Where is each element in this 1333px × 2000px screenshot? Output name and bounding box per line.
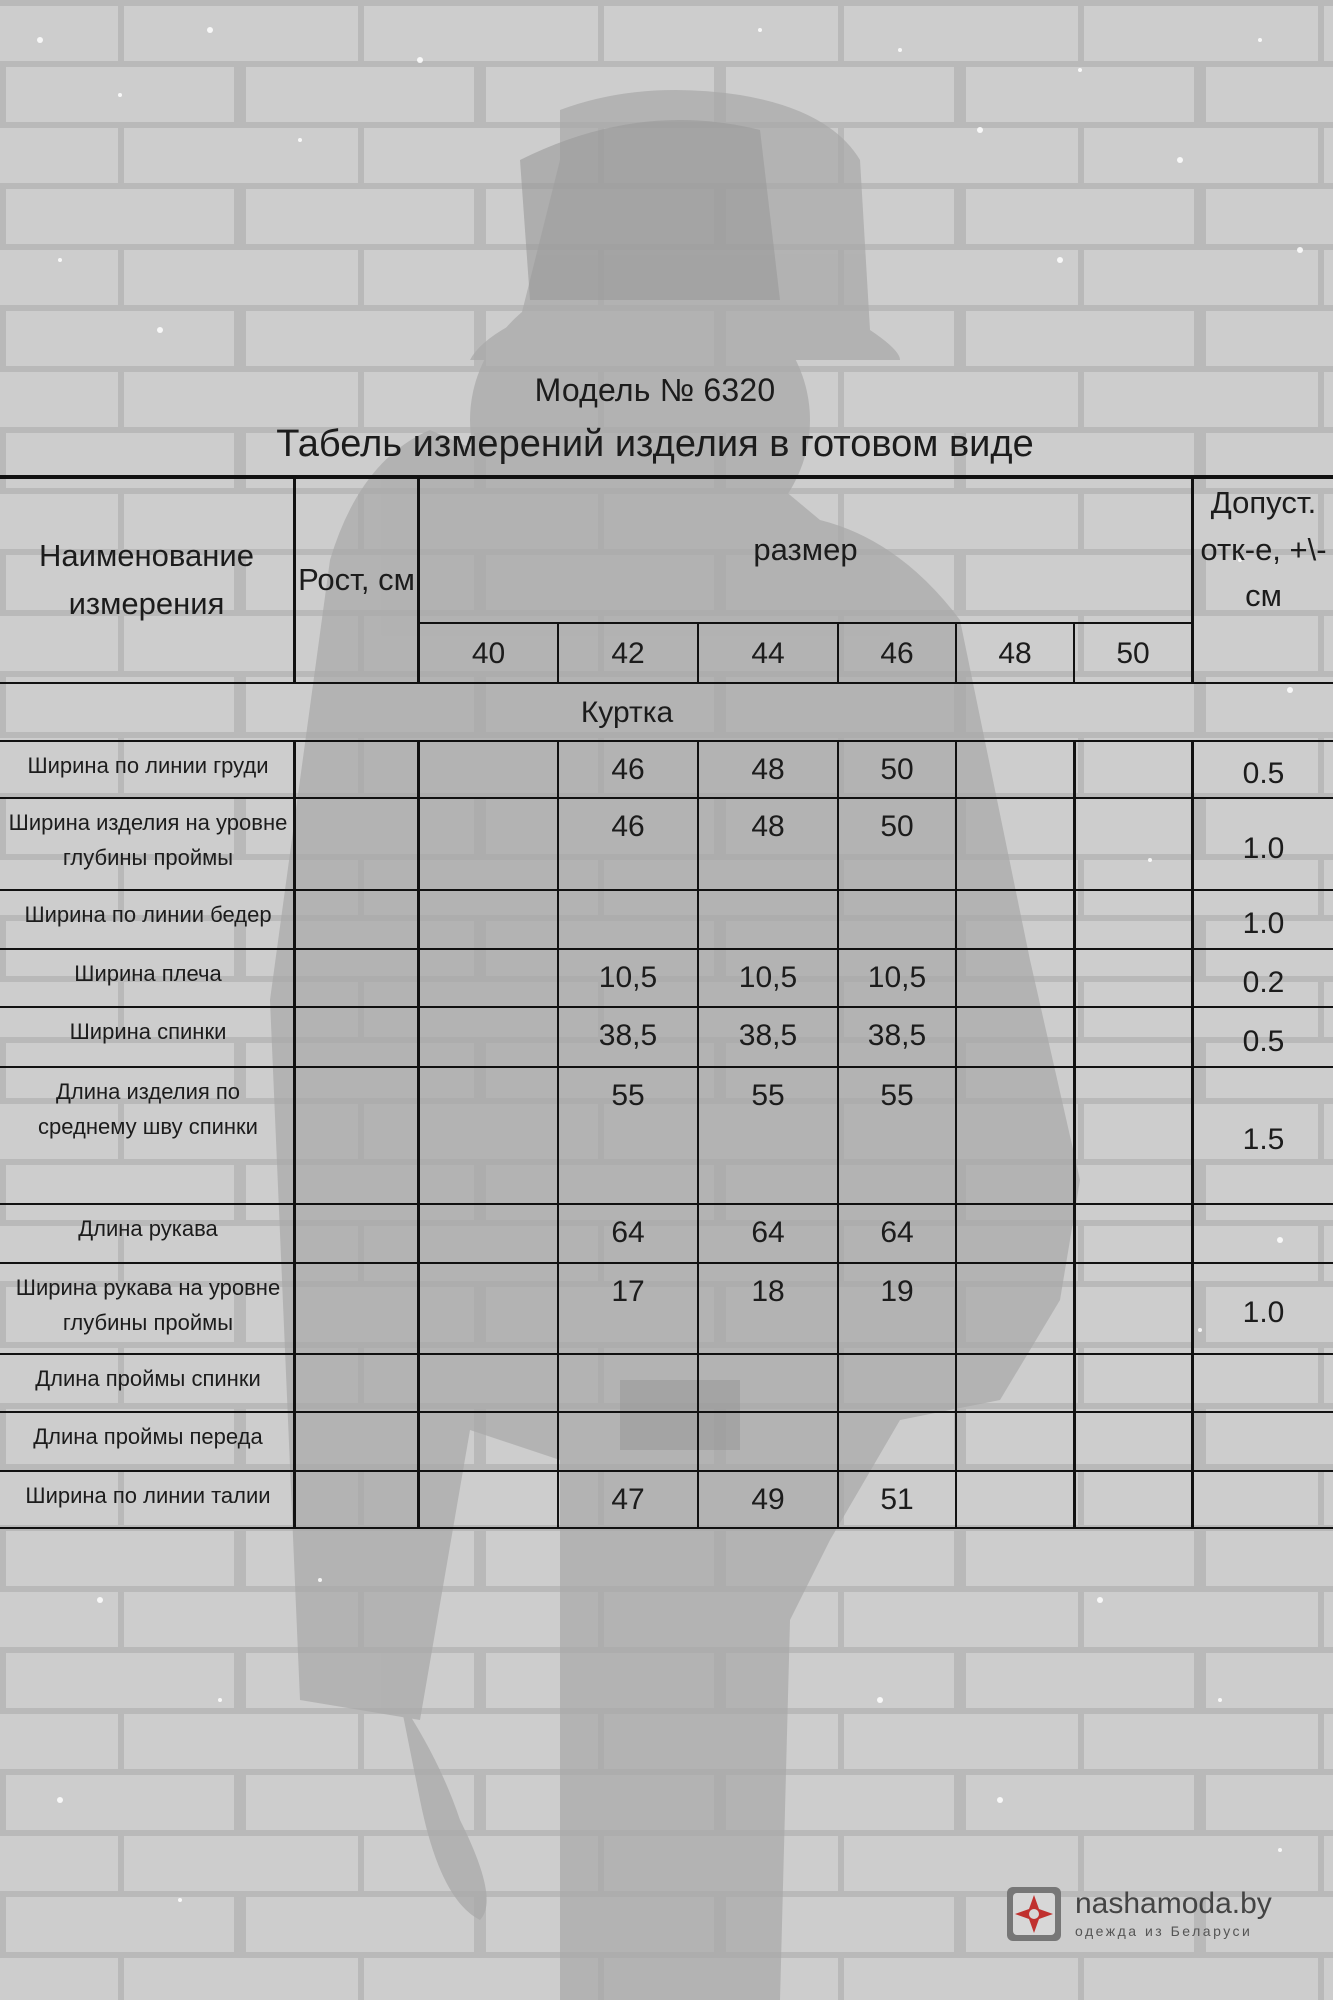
value-cell bbox=[957, 950, 1073, 1006]
row-label: Ширина по линии груди bbox=[27, 753, 269, 778]
tolerance-cell: 1.0 bbox=[1242, 831, 1285, 865]
value-cell bbox=[559, 891, 697, 948]
value-cell bbox=[699, 1355, 837, 1411]
model-number: Модель № 6320 bbox=[534, 372, 776, 408]
value-cell bbox=[559, 1413, 697, 1470]
value-cell: 18 bbox=[751, 1275, 785, 1308]
ornament-logo-icon bbox=[1005, 1885, 1063, 1943]
value-cell bbox=[420, 1413, 557, 1470]
row-label: Длина проймы спинки bbox=[35, 1366, 261, 1391]
value-cell bbox=[420, 1008, 557, 1066]
value-cell: 51 bbox=[880, 1483, 914, 1516]
value-cell bbox=[699, 1413, 837, 1470]
value-cell bbox=[957, 742, 1073, 797]
header-measurement: Наименование измерения bbox=[39, 537, 254, 621]
value-cell bbox=[1075, 742, 1191, 797]
size-48: 48 bbox=[998, 636, 1032, 670]
tolerance-cell bbox=[1194, 1472, 1333, 1527]
value-cell bbox=[420, 1264, 557, 1353]
value-cell: 46 bbox=[611, 810, 645, 843]
value-cell: 55 bbox=[751, 1079, 785, 1112]
value-cell: 55 bbox=[880, 1079, 914, 1112]
value-cell: 55 bbox=[611, 1079, 645, 1112]
value-cell bbox=[420, 1068, 557, 1203]
tolerance-cell: 0.5 bbox=[1242, 1024, 1285, 1058]
tolerance-cell: 1.0 bbox=[1242, 907, 1285, 940]
value-cell bbox=[957, 1413, 1073, 1470]
value-cell bbox=[420, 950, 557, 1006]
logo-name: nashamoda.by bbox=[1075, 1887, 1272, 1920]
value-cell bbox=[1075, 1413, 1191, 1470]
value-cell: 49 bbox=[751, 1483, 785, 1516]
value-cell bbox=[1075, 1205, 1191, 1262]
value-cell bbox=[420, 1205, 557, 1262]
value-cell bbox=[1075, 799, 1191, 889]
logo-tagline: одежда из Беларуси bbox=[1075, 1923, 1253, 1939]
value-cell bbox=[839, 1355, 955, 1411]
tolerance-cell bbox=[1194, 1355, 1333, 1411]
value-cell bbox=[957, 1264, 1073, 1353]
row-label: Длина проймы переда bbox=[33, 1424, 263, 1449]
value-cell bbox=[420, 891, 557, 948]
value-cell bbox=[420, 799, 557, 889]
tolerance-cell: 1.5 bbox=[1242, 1123, 1285, 1156]
value-cell bbox=[1075, 1355, 1191, 1411]
size-50: 50 bbox=[1116, 636, 1150, 670]
value-cell bbox=[957, 1008, 1073, 1066]
value-cell bbox=[839, 1413, 955, 1470]
value-cell bbox=[420, 742, 557, 797]
size-42: 42 bbox=[611, 636, 645, 670]
value-cell: 10,5 bbox=[598, 961, 658, 994]
value-cell bbox=[957, 1355, 1073, 1411]
size-46: 46 bbox=[880, 636, 914, 670]
row-label: Ширина изделия на уровне глубины проймы bbox=[8, 810, 288, 871]
value-cell bbox=[957, 891, 1073, 948]
table-title: Табель измерений изделия в готовом виде bbox=[276, 423, 1034, 465]
value-cell: 38,5 bbox=[738, 1019, 798, 1052]
table-bottom-border bbox=[0, 1527, 1333, 1529]
value-cell: 19 bbox=[880, 1275, 914, 1308]
value-cell: 50 bbox=[880, 753, 914, 786]
value-cell: 48 bbox=[751, 810, 785, 843]
section-label: Куртка bbox=[580, 695, 674, 729]
tolerance-cell bbox=[1194, 1413, 1333, 1470]
row-label: Ширина по линии талии bbox=[25, 1483, 271, 1508]
value-cell bbox=[420, 1472, 557, 1527]
value-cell bbox=[559, 1355, 697, 1411]
row-label: Ширина спинки bbox=[69, 1019, 227, 1044]
row-label: Ширина по линии бедер bbox=[24, 902, 272, 927]
value-cell bbox=[957, 1472, 1073, 1527]
row-label: Ширина рукава на уровне глубины проймы bbox=[15, 1275, 281, 1336]
value-cell bbox=[1075, 1264, 1191, 1353]
value-cell bbox=[699, 891, 837, 948]
logo bbox=[1005, 1885, 1272, 1943]
tolerance-cell: 0.5 bbox=[1242, 757, 1285, 790]
value-cell: 64 bbox=[880, 1216, 914, 1249]
value-cell: 47 bbox=[611, 1483, 645, 1516]
row-label: Длина изделия по среднему шву спинки bbox=[38, 1079, 258, 1140]
value-cell: 38,5 bbox=[867, 1019, 927, 1052]
col-line bbox=[293, 740, 296, 1528]
header-size: размер bbox=[753, 531, 858, 567]
size-44: 44 bbox=[751, 636, 785, 670]
size-40: 40 bbox=[471, 636, 506, 670]
value-cell bbox=[957, 1205, 1073, 1262]
tolerance-cell: 1.0 bbox=[1242, 1296, 1285, 1329]
value-cell bbox=[1075, 1008, 1191, 1066]
value-cell bbox=[957, 1068, 1073, 1203]
value-cell bbox=[1075, 950, 1191, 1006]
value-cell: 64 bbox=[611, 1216, 645, 1249]
row-label: Длина рукава bbox=[78, 1216, 218, 1241]
value-cell bbox=[1075, 1068, 1191, 1203]
value-cell: 48 bbox=[751, 753, 785, 786]
value-cell: 46 bbox=[611, 753, 645, 786]
value-cell bbox=[420, 1355, 557, 1411]
tolerance-cell: 0.2 bbox=[1242, 965, 1285, 999]
value-cell: 10,5 bbox=[867, 961, 927, 994]
row-label: Ширина плеча bbox=[74, 961, 222, 986]
value-cell: 64 bbox=[751, 1216, 785, 1249]
tolerance-cell bbox=[1194, 1205, 1333, 1262]
value-cell bbox=[839, 891, 955, 948]
value-cell bbox=[1075, 1472, 1191, 1527]
header-tolerance: Допуст. отк-е, +\-см bbox=[1200, 485, 1327, 614]
value-cell: 17 bbox=[611, 1275, 645, 1308]
value-cell bbox=[1075, 891, 1191, 948]
value-cell: 38,5 bbox=[598, 1019, 658, 1052]
header-height: Рост, см bbox=[298, 561, 415, 597]
value-cell bbox=[957, 799, 1073, 889]
value-cell: 10,5 bbox=[738, 961, 798, 994]
value-cell: 50 bbox=[880, 810, 914, 843]
